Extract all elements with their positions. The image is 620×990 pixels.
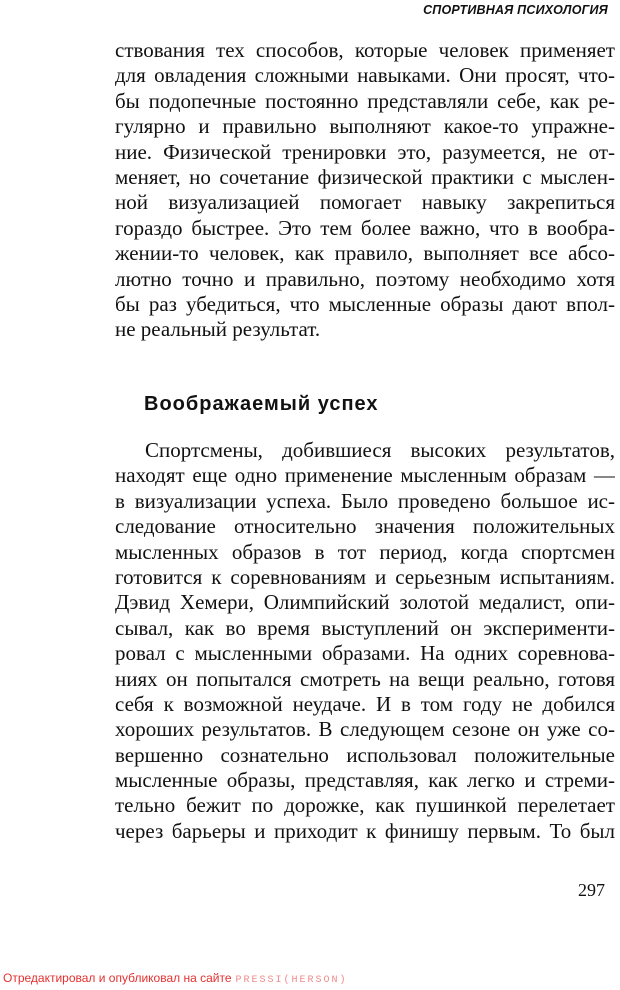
text-line: бы раз убедиться, что мысленные образы дают впол-	[115, 291, 615, 316]
text-line: лютно точно и правильно, поэтому необходимо хотя	[115, 266, 615, 291]
text-line: мысленных образов в тот период, когда спортсмен	[115, 539, 615, 564]
text-line: тельно бежит по дорожке, как пушинкой перелетает	[115, 793, 615, 818]
text-line: ниях он попытался смотреть на вещи реально, готовя	[115, 666, 615, 691]
text-line: следование относительно значения положительных	[115, 514, 615, 539]
footer-note-text: Отредактировал и опубликовал на сайте	[3, 971, 232, 985]
text-line: хороших результатов. В следующем сезоне он уже со-	[115, 717, 615, 742]
text-line: вершенно сознательно использовал положительные	[115, 742, 615, 767]
running-head: СПОРТИВНАЯ ПСИХОЛОГИЯ	[423, 3, 608, 17]
text-line: бы подопечные постоянно представляли себе, как ре-	[115, 88, 615, 113]
text-line: находят еще одно применение мысленным образам —	[115, 463, 615, 488]
text-line: ной визуализацией помогает навыку закрепиться	[115, 190, 615, 215]
paragraph-1	[115, 38, 615, 343]
text-line: в визуализации успеха. Было проведено большое ис-	[115, 488, 615, 513]
text-line: мысленные образы, представляя, как легко и стреми-	[115, 768, 615, 793]
text-line: жении-то человек, как правило, выполняет все абсо-	[115, 241, 615, 266]
paragraph-2	[115, 438, 615, 844]
footer-site-link[interactable]: PRESSI(HERSON)	[235, 975, 348, 986]
text-line: Спортсмены, добившиеся высоких результатов,	[145, 438, 615, 462]
footer-note	[3, 971, 348, 986]
section-heading: Воображаемый успех	[144, 393, 379, 415]
text-line: для овладения сложными навыками. Они просят, что-	[115, 63, 615, 88]
text-line: меняет, но сочетание физической практики с мыслен-	[115, 164, 615, 189]
text-line: Дэвид Хемери, Олимпийский золотой медалист, опи-	[115, 590, 615, 615]
text-line: ствования тех способов, которые человек применяет	[115, 38, 615, 62]
text-line: ние. Физической тренировки это, разумеется, не от-	[115, 139, 615, 164]
page-number: 297	[578, 880, 605, 900]
text-line: сывал, как во время выступлений он эксперименти-	[115, 615, 615, 640]
text-line: себя к возможной неудаче. И в том году не добился	[115, 691, 615, 716]
text-line: не реальный результат.	[115, 317, 321, 342]
text-line: гулярно и правильно выполняют какое-то упражне-	[115, 114, 615, 139]
text-line: гораздо быстрее. Это тем более важно, что в вообра-	[115, 215, 615, 240]
text-line: через барьеры и приходит к финишу первым. То был	[115, 818, 615, 843]
text-line: ровал с мысленными образами. На одних соревнова-	[115, 641, 615, 666]
text-line: готовится к соревнованиям и серьезным испытаниям.	[115, 564, 615, 589]
